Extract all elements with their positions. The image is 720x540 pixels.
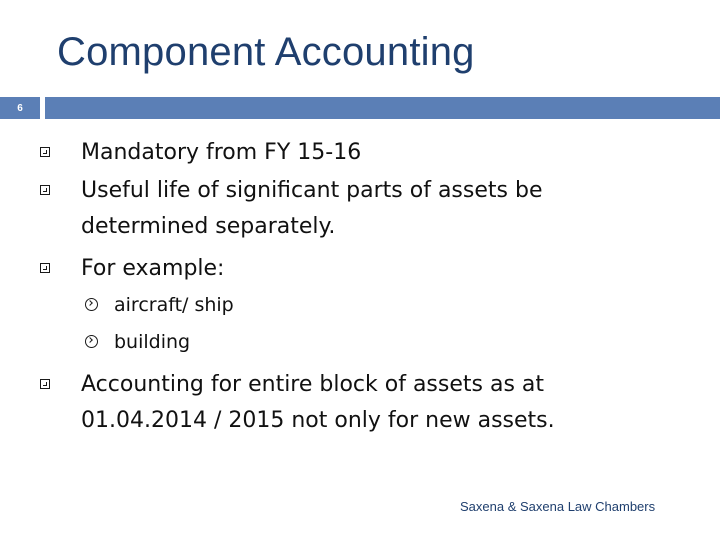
bullet-text-continued: 01.04.2014 / 2015 not only for new assets. — [81, 408, 555, 433]
bullet-text: Mandatory from FY 15-16 — [81, 140, 362, 165]
square-bullet-icon — [40, 379, 50, 389]
circle-check-bullet-icon — [85, 335, 98, 348]
square-bullet-icon — [40, 263, 50, 273]
slide-number: 6 — [17, 102, 23, 114]
bullet-text-continued: determined separately. — [81, 214, 336, 239]
bullet-text: Accounting for entire block of assets as at — [81, 372, 545, 397]
square-bullet-icon — [40, 185, 50, 195]
bullet-text: Useful life of significant parts of assets be — [81, 178, 543, 203]
slide-footer: Saxena & Saxena Law Chambers — [460, 499, 656, 514]
bullet-text: For example: — [81, 256, 225, 281]
sub-bullet-text: building — [114, 331, 191, 353]
circle-check-bullet-icon — [85, 298, 98, 311]
sub-bullet-text: aircraft/ ship — [114, 294, 234, 316]
slide-title: Component Accounting — [57, 30, 475, 74]
square-bullet-icon — [40, 147, 50, 157]
